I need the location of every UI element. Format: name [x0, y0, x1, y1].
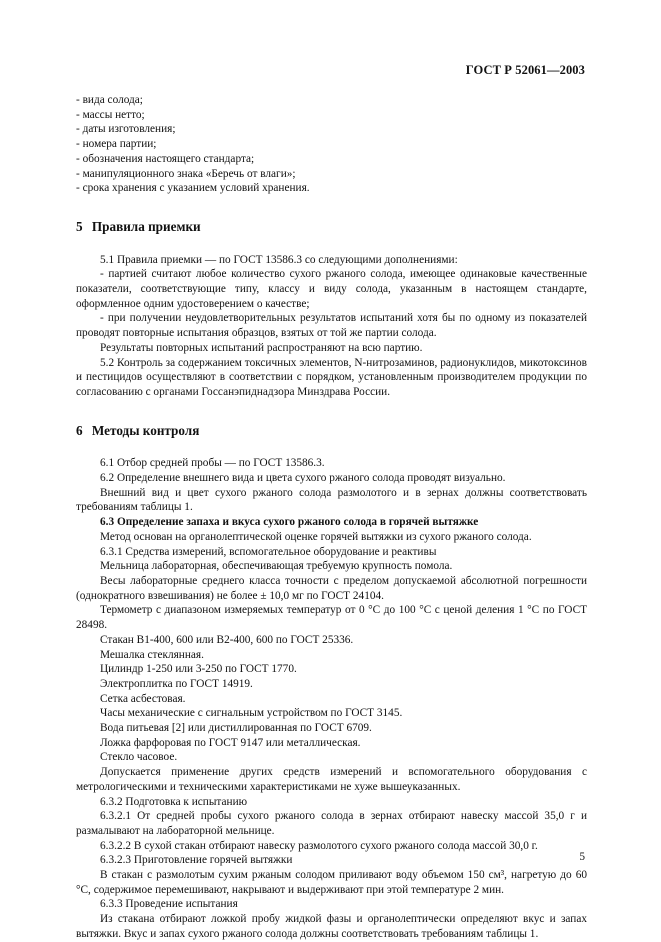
paragraph: Результаты повторных испытаний распространяют на всю партию. [100, 341, 423, 354]
section-number: 5 [76, 218, 83, 234]
paragraph: Внешний вид и цвет сухого ржаного солода размолотого и в зернах должны соответствовать требованиям таблицы 1. [76, 486, 587, 514]
paragraph: Метод основан на органолептической оценке горячей вытяжки из сухого ржаного солода. [100, 530, 532, 543]
list-item: - манипуляционного знака «Беречь от влаги»; [76, 167, 296, 180]
paragraph: - партией считают любое количество сухого ржаного солода, имеющее одинаковые качественные показатели, соответствующие типу, классу и виду солода, указанным в настоящем стандарте, оформленное одним удостоверением о качестве; [76, 268, 587, 310]
page-number: 5 [579, 851, 585, 863]
paragraph: 5.2 Контроль за содержанием токсичных элементов, N-нитрозаминов, радионуклидов, микотоксинов и пестицидов осуществляют в соответствии с порядком, установленным производителем продукции по согласованию с органами Госсанэпиднадзора Минздрава России. [76, 356, 587, 398]
paragraph: Термометр с диапазоном измеряемых температур от 0 °С до 100 °С с ценой деления 1 °С по ГОСТ 28498. [76, 604, 587, 632]
paragraph: Весы лабораторные среднего класса точности с пределом допускаемой абсолютной погрешности (однократного взвешивания) не более ± 10,0 мг по ГОСТ 24104. [76, 574, 587, 602]
paragraph: Допускается применение других средств измерений и вспомогательного оборудования с метрологическими и техническими характеристиками не хуже вышеуказанных. [76, 766, 587, 793]
paragraph: Ложка фарфоровая по ГОСТ 9147 или металлическая. [100, 736, 361, 749]
paragraph: 6.3.2.1 От средней пробы сухого ржаного солода в зернах отбирают навеску массой 35,0 г и размалывают на лабораторной мельнице. [76, 810, 587, 837]
paragraph: Часы механические с сигнальным устройством по ГОСТ 3145. [100, 707, 403, 720]
paragraph: Стакан В1-400, 600 или В2-400, 600 по ГОСТ 25336. [100, 633, 354, 646]
paragraph: 5.1 Правила приемки — по ГОСТ 13586.3 со следующими дополнениями: [100, 253, 458, 266]
paragraph: 6.3.2.2 В сухой стакан отбирают навеску размолотого сухого ржаного солода массой 30,0 г. [100, 839, 538, 852]
packaging-list [76, 93, 587, 196]
page-content [76, 93, 587, 942]
list-item: - обозначения настоящего стандарта; [76, 152, 255, 165]
section-title: Правила приемки [91, 218, 201, 234]
list-item: - срока хранения с указанием условий хранения. [76, 182, 310, 195]
section-6-heading [76, 424, 587, 439]
paragraph: Мельница лабораторная, обеспечивающая требуемую крупность помола. [100, 560, 453, 573]
paragraph: Электроплитка по ГОСТ 14919. [100, 677, 253, 690]
list-item: - номера партии; [76, 138, 157, 151]
paragraph: 6.1 Отбор средней пробы — по ГОСТ 13586.3. [100, 457, 325, 470]
paragraph: В стакан с размолотым сухим ржаным солодом приливают воду объемом 150 см³, нагретую до 60 °С, содержимое перемешивают, накрывают и выдерживают при этой температуре 2 мин. [76, 869, 587, 896]
paragraph: Цилиндр 1-250 или 3-250 по ГОСТ 1770. [100, 663, 297, 676]
paragraph: Стекло часовое. [100, 751, 178, 764]
subsection-heading: 6.3 Определение запаха и вкуса сухого ржаного солода в горячей вытяжке [100, 516, 479, 529]
paragraph: Мешалка стеклянная. [100, 648, 204, 661]
paragraph: 6.3.2.3 Приготовление горячей вытяжки [100, 854, 293, 867]
section-5-heading [76, 220, 587, 235]
paragraph: 6.2 Определение внешнего вида и цвета сухого ржаного солода проводят визуально. [100, 472, 506, 485]
paragraph: 6.3.3 Проведение испытания [100, 898, 238, 911]
list-item: - массы нетто; [76, 108, 145, 121]
section-title: Методы контроля [91, 422, 200, 438]
paragraph: Сетка асбестовая. [100, 692, 186, 705]
paragraph: 6.3.2 Подготовка к испытанию [100, 795, 248, 808]
paragraph: Вода питьевая [2] или дистиллированная по ГОСТ 6709. [100, 722, 372, 735]
paragraph: Из стакана отбирают ложкой пробу жидкой фазы и органолептически определяют вкус и запах вытяжки. Вкус и запах сухого ржаного солода должны соответствовать требованиям таблицы 1. [76, 913, 587, 940]
list-item: - даты изготовления; [76, 123, 176, 136]
paragraph: - при получении неудовлетворительных результатов испытаний хотя бы по одному из показателей проводят повторные испытания образцов, взятых от той же партии солода. [76, 312, 587, 340]
section-number: 6 [76, 422, 83, 438]
paragraph: 6.3.1 Средства измерений, вспомогательное оборудование и реактивы [100, 545, 437, 558]
document-header-code: ГОСТ Р 52061—2003 [465, 63, 585, 77]
list-item: - вида солода; [76, 94, 143, 106]
